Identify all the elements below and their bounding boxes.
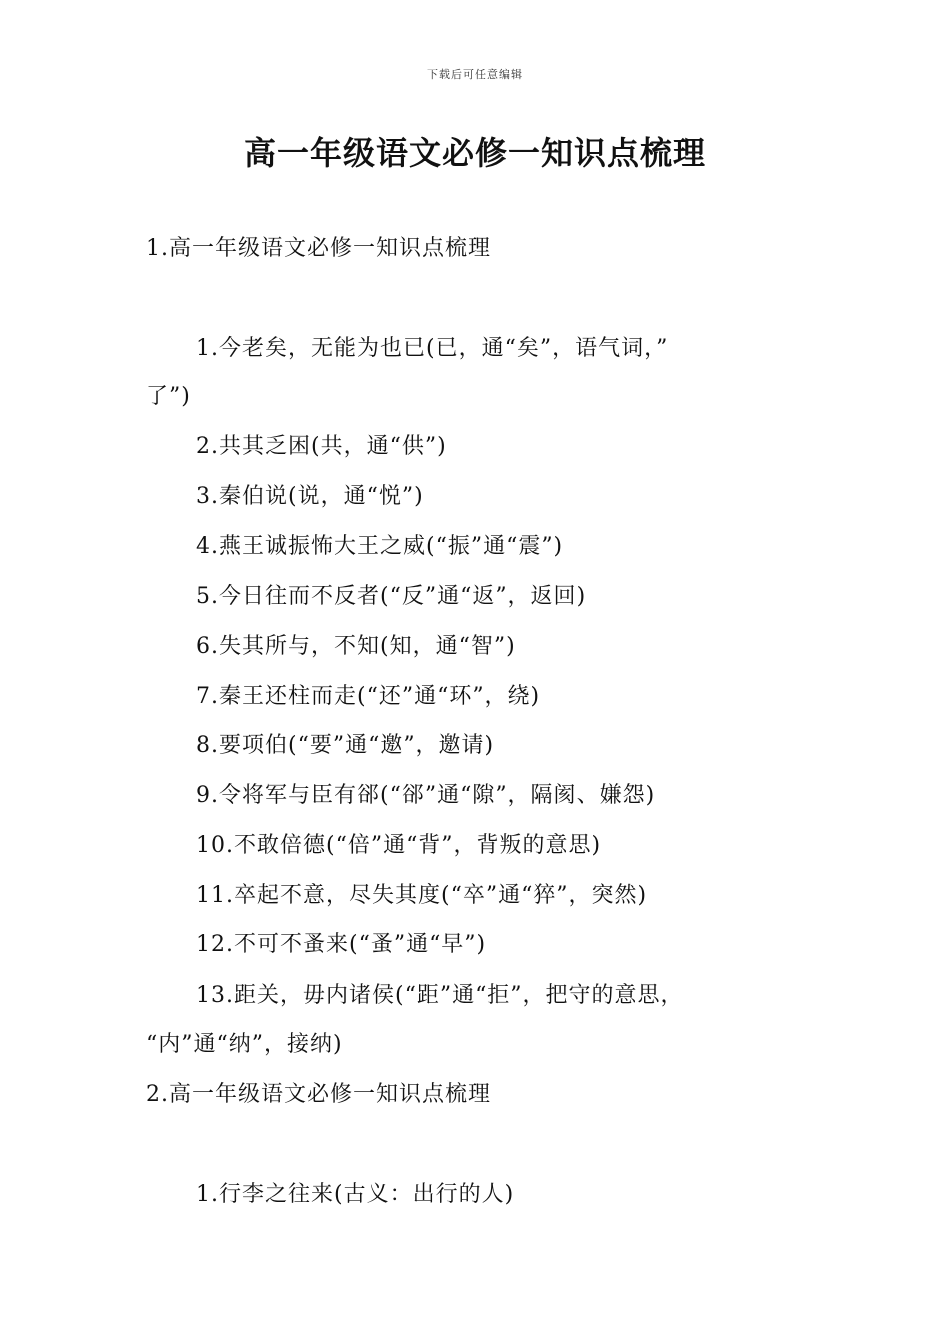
- list-item: 4.燕王诚振怖大王之威(“振”通“震”): [196, 534, 564, 559]
- header-note: 下载后可任意编辑: [427, 68, 523, 81]
- list-item: 1.行李之往来(古义：出行的人): [196, 1182, 515, 1207]
- list-item: 7.秦王还柱而走(“还”通“环”，绕): [196, 684, 541, 709]
- list-item: 12.不可不蚤来(“蚤”通“早”): [196, 932, 487, 957]
- list-item: 5.今日往而不反者(“反”通“返”，返回): [196, 584, 587, 609]
- list-item: 1.今老矣，无能为也已(已，通“矣”，语气词，”: [196, 336, 669, 361]
- list-item: 6.失其所与，不知(知，通“智”): [196, 634, 516, 659]
- list-item: 2.共其乏困(共，通“供”): [196, 434, 447, 459]
- list-item-continuation: 了”): [146, 384, 191, 409]
- list-item: 3.秦伯说(说，通“悦”): [196, 484, 424, 509]
- list-item: 11.卒起不意，尽失其度(“卒”通“猝”，突然): [196, 883, 648, 908]
- list-item: 10.不敢倍德(“倍”通“背”，背叛的意思): [196, 833, 602, 858]
- page-title: 高一年级语文必修一知识点梳理: [243, 134, 706, 172]
- list-item: 13.距关，毋内诸侯(“距”通“拒”，把守的意思，: [196, 983, 684, 1008]
- section-heading-2: 2.高一年级语文必修一知识点梳理: [146, 1082, 491, 1107]
- list-item: 9.令将军与臣有郤(“郤”通“隙”，隔阂、嫌怨): [196, 783, 656, 808]
- list-item-continuation: “内”通“纳”，接纳): [146, 1032, 343, 1057]
- list-item: 8.要项伯(“要”通“邀”，邀请): [196, 733, 495, 758]
- section-heading-1: 1.高一年级语文必修一知识点梳理: [146, 236, 491, 261]
